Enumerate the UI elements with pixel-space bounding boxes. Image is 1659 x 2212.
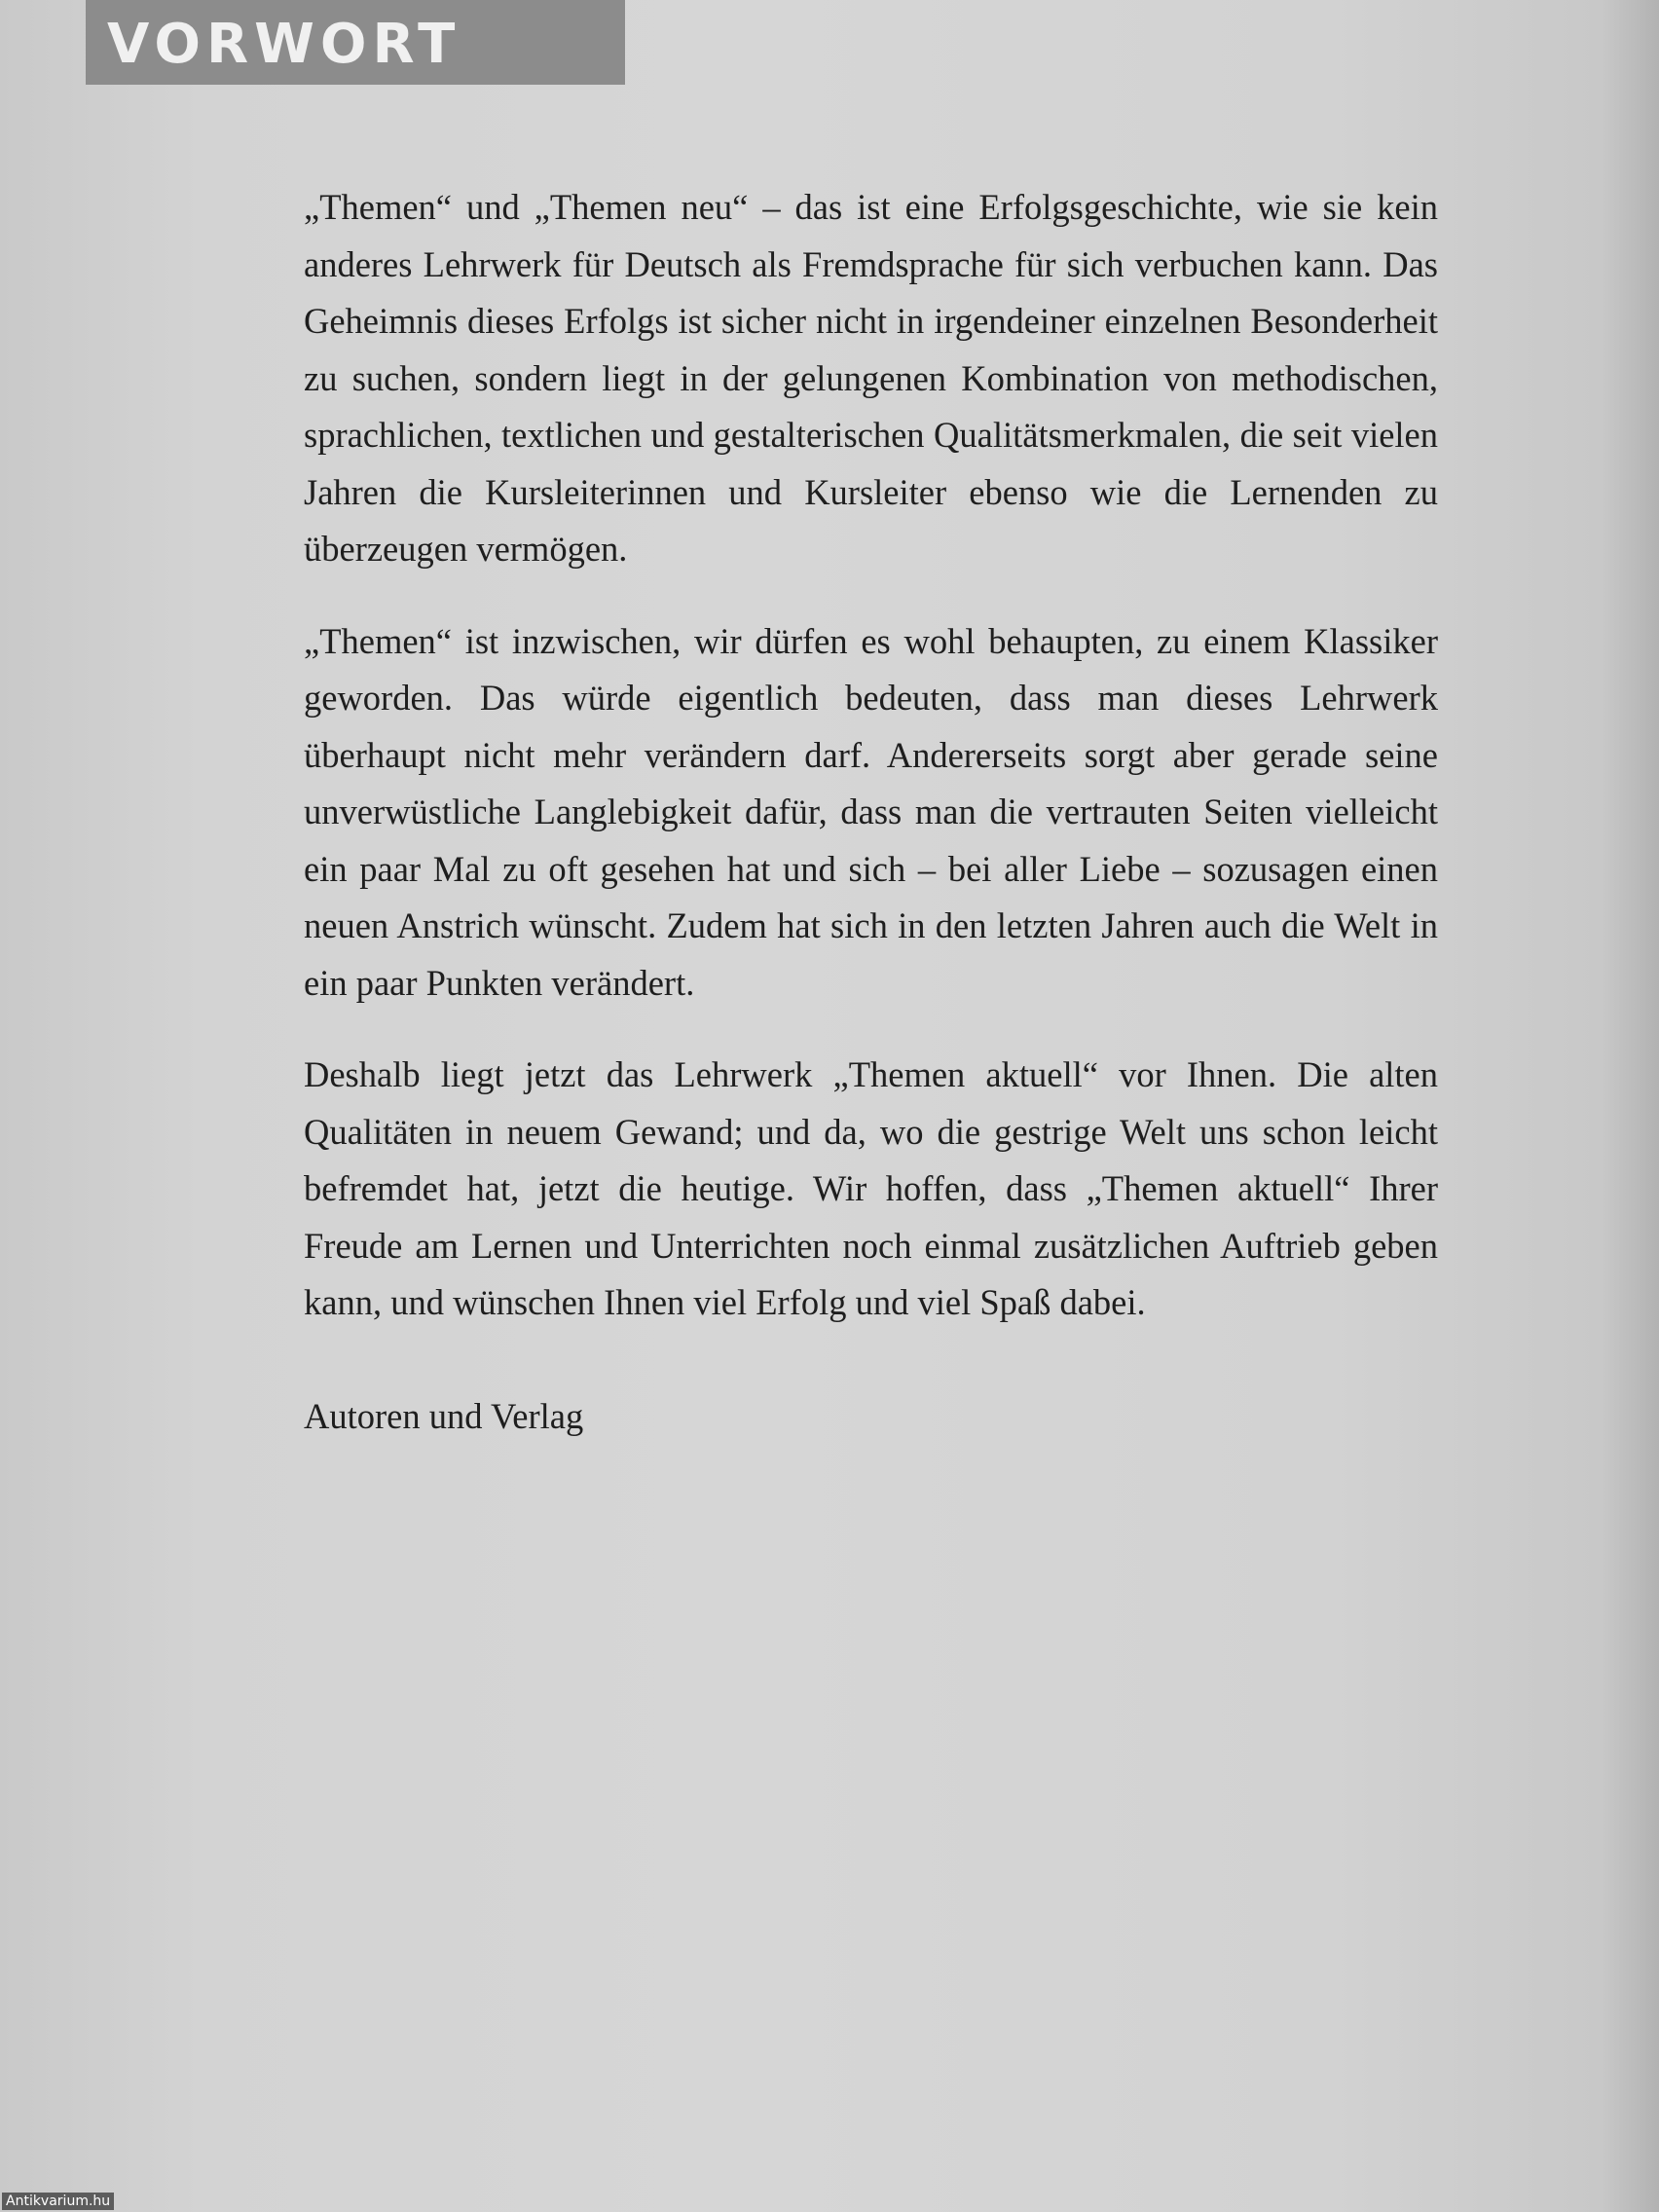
section-title: VORWORT [107, 13, 461, 76]
watermark: Antikvarium.hu [2, 2193, 114, 2210]
paragraph-2: „Themen“ ist inzwischen, wir dürfen es wohl behaupten, zu einem Klassiker geworden. Das würde eigentlich bedeuten, dass man dieses Lehrwerk überhaupt nicht mehr verändern darf. Andererseits sorgt aber gerade seine unverwüstliche Langlebigkeit dafür, dass man die vertrauten Seiten vielleicht ein paar Mal zu oft gesehen hat und sich – bei aller Liebe – sozusagen einen neuen Anstrich wünscht. Zudem hat sich in den letzten Jahren auch die Welt in ein paar Punkten verändert. [304, 620, 1438, 1003]
paragraph-3: Deshalb liegt jetzt das Lehrwerk „Themen aktuell“ vor Ihnen. Die alten Qualitäten in neuem Gewand; und da, wo die gestrige Welt uns schon leicht befremdet hat, jetzt die heutige. Wir hoffen, dass „Themen aktuell“ Ihrer Freude am Lernen und Unterrichten noch einmal zusätzlichen Auftrieb geben kann, und wünschen Ihnen viel Erfolg und viel Spaß dabei. [304, 1054, 1438, 1322]
paragraph-1: „Themen“ und „Themen neu“ – das ist eine Erfolgsgeschichte, wie sie kein anderes Lehrwerk für Deutsch als Fremdsprache für sich verbuchen kann. Das Geheimnis dieses Erfolgs ist sicher nicht in irgendeiner einzelnen Besonderheit zu suchen, sondern liegt in der gelungenen Kombination von methodischen, sprachlichen, textlichen und gestalterischen Qualitätsmerkmalen, die seit vielen Jahren die Kursleiterinnen und Kursleiter ebenso wie die Lernenden zu überzeugen vermögen. [304, 187, 1438, 569]
signature: Autoren und Verlag [304, 1395, 584, 1436]
foreword-text [304, 179, 1438, 1481]
page-shadow [1601, 0, 1659, 2212]
section-header-band [86, 0, 625, 85]
